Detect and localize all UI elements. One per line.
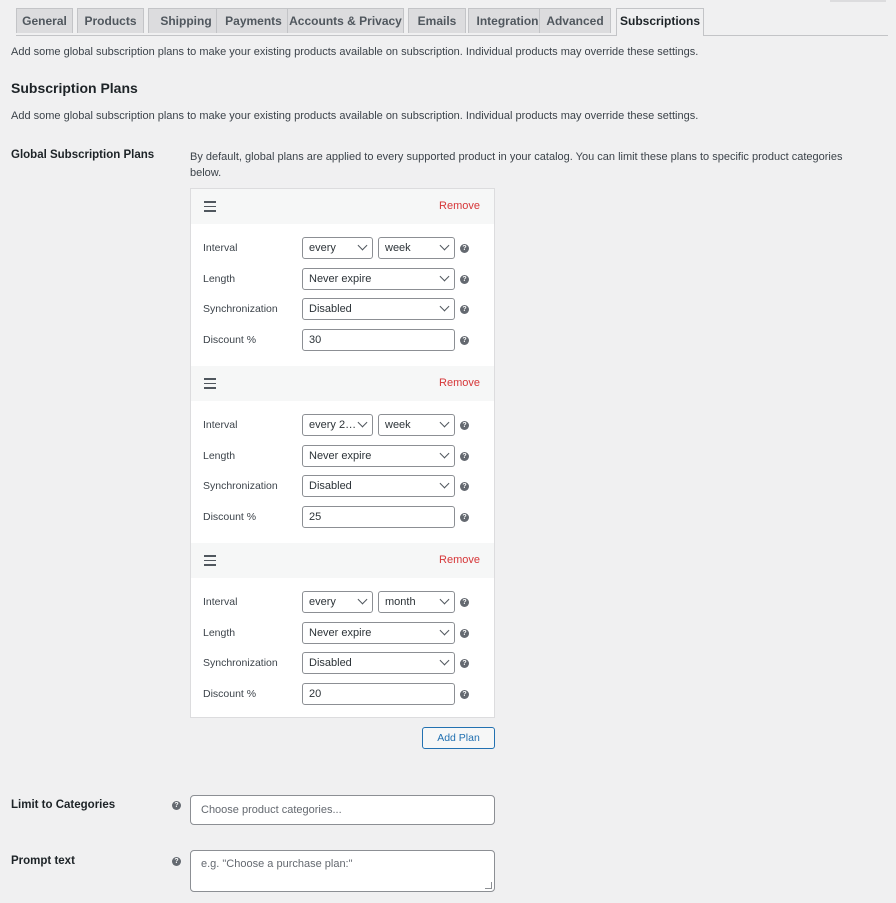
interval-every-value: every: [309, 596, 336, 608]
help-icon[interactable]: ?: [172, 801, 181, 810]
help-icon[interactable]: ?: [460, 598, 469, 607]
tab-emails[interactable]: Emails: [408, 8, 466, 33]
synchronization-select[interactable]: [302, 475, 455, 497]
plan-header: [191, 366, 494, 401]
length-select[interactable]: [302, 268, 455, 290]
synchronization-select[interactable]: [302, 298, 455, 320]
prompt-text-label: Prompt text: [11, 855, 75, 867]
global-plans-description: By default, global plans are applied to every supported product in your catalog. You can limit these plans to specific product categories below.: [190, 151, 843, 179]
chevron-down-icon: [440, 656, 450, 666]
drag-handle-icon[interactable]: [204, 378, 216, 388]
synchronization-label: Synchronization: [203, 657, 278, 669]
chevron-down-icon: [440, 479, 450, 489]
chevron-down-icon: [440, 241, 450, 251]
add-plan-button[interactable]: Add Plan: [422, 727, 495, 749]
synchronization-label: Synchronization: [203, 480, 278, 492]
tab-accounts-privacy[interactable]: Accounts & Privacy: [287, 8, 404, 33]
global-plans-label: Global Subscription Plans: [11, 149, 155, 161]
tab-general[interactable]: General: [16, 8, 73, 33]
interval-every-select[interactable]: [302, 237, 373, 259]
interval-every-value: every 2…: [309, 419, 357, 431]
discount-input[interactable]: 25: [302, 506, 455, 528]
help-icon[interactable]: ?: [460, 482, 469, 491]
chevron-down-icon: [440, 595, 450, 605]
interval-every-value: every: [309, 242, 336, 254]
interval-period-select[interactable]: [378, 591, 455, 613]
help-icon[interactable]: ?: [460, 244, 469, 253]
help-icon[interactable]: ?: [460, 305, 469, 314]
discount-input[interactable]: 20: [302, 683, 455, 705]
plan-header: [191, 189, 494, 224]
length-value: Never expire: [309, 627, 372, 639]
prompt-text-placeholder: e.g. "Choose a purchase plan:": [201, 858, 353, 870]
length-label: Length: [203, 273, 236, 285]
remove-plan-button[interactable]: Remove: [439, 554, 480, 566]
length-label: Length: [203, 627, 236, 639]
help-icon[interactable]: ?: [460, 452, 469, 461]
plan-header: [191, 543, 494, 578]
resize-handle-icon[interactable]: [485, 882, 492, 889]
interval-period-value: month: [385, 596, 416, 608]
discount-label: Discount %: [203, 334, 257, 346]
drag-handle-icon[interactable]: [204, 201, 216, 211]
interval-label: Interval: [203, 596, 238, 608]
chevron-down-icon: [358, 241, 368, 251]
top-edge-decoration: [830, 0, 886, 2]
help-icon[interactable]: ?: [460, 421, 469, 430]
length-select[interactable]: [302, 445, 455, 467]
interval-period-select[interactable]: [378, 414, 455, 436]
section-description: Add some global subscription plans to make your existing products available on subscription. Individual products may override these settings.: [11, 110, 699, 122]
interval-every-select[interactable]: [302, 591, 373, 613]
synchronization-select[interactable]: [302, 652, 455, 674]
interval-period-value: week: [385, 242, 411, 254]
help-icon[interactable]: ?: [460, 275, 469, 284]
length-select[interactable]: [302, 622, 455, 644]
length-value: Never expire: [309, 273, 372, 285]
tab-integration[interactable]: Integration: [468, 8, 547, 33]
drag-handle-icon[interactable]: [204, 555, 216, 565]
help-icon[interactable]: ?: [460, 629, 469, 638]
chevron-down-icon: [440, 418, 450, 428]
help-icon[interactable]: ?: [460, 659, 469, 668]
length-label: Length: [203, 450, 236, 462]
interval-every-select[interactable]: [302, 414, 373, 436]
remove-plan-button[interactable]: Remove: [439, 377, 480, 389]
intro-text: Add some global subscription plans to make your existing products available on subscription. Individual products may override these settings.: [11, 46, 699, 58]
interval-label: Interval: [203, 242, 238, 254]
chevron-down-icon: [358, 418, 368, 428]
discount-input[interactable]: 30: [302, 329, 455, 351]
interval-label: Interval: [203, 419, 238, 431]
chevron-down-icon: [358, 595, 368, 605]
settings-tabs: [16, 8, 888, 36]
interval-period-select[interactable]: [378, 237, 455, 259]
tab-advanced[interactable]: Advanced: [539, 8, 611, 33]
remove-plan-button[interactable]: Remove: [439, 200, 480, 212]
synchronization-label: Synchronization: [203, 303, 278, 315]
help-icon[interactable]: ?: [460, 690, 469, 699]
section-title: Subscription Plans: [11, 80, 138, 96]
help-icon[interactable]: ?: [172, 857, 181, 866]
tab-products[interactable]: Products: [77, 8, 144, 33]
plans-list: [190, 188, 495, 718]
chevron-down-icon: [440, 449, 450, 459]
interval-period-value: week: [385, 419, 411, 431]
tab-subscriptions[interactable]: Subscriptions: [616, 8, 704, 36]
help-icon[interactable]: ?: [460, 513, 469, 522]
discount-label: Discount %: [203, 688, 257, 700]
synchronization-value: Disabled: [309, 657, 352, 669]
categories-select-input[interactable]: Choose product categories...: [190, 795, 495, 825]
length-value: Never expire: [309, 450, 372, 462]
chevron-down-icon: [440, 302, 450, 312]
chevron-down-icon: [440, 272, 450, 282]
help-icon[interactable]: ?: [460, 336, 469, 345]
prompt-text-textarea[interactable]: [190, 850, 495, 892]
limit-categories-label: Limit to Categories: [11, 799, 116, 811]
tab-payments[interactable]: Payments: [216, 8, 291, 33]
tab-shipping[interactable]: Shipping: [148, 8, 224, 33]
discount-label: Discount %: [203, 511, 257, 523]
chevron-down-icon: [440, 626, 450, 636]
synchronization-value: Disabled: [309, 303, 352, 315]
synchronization-value: Disabled: [309, 480, 352, 492]
